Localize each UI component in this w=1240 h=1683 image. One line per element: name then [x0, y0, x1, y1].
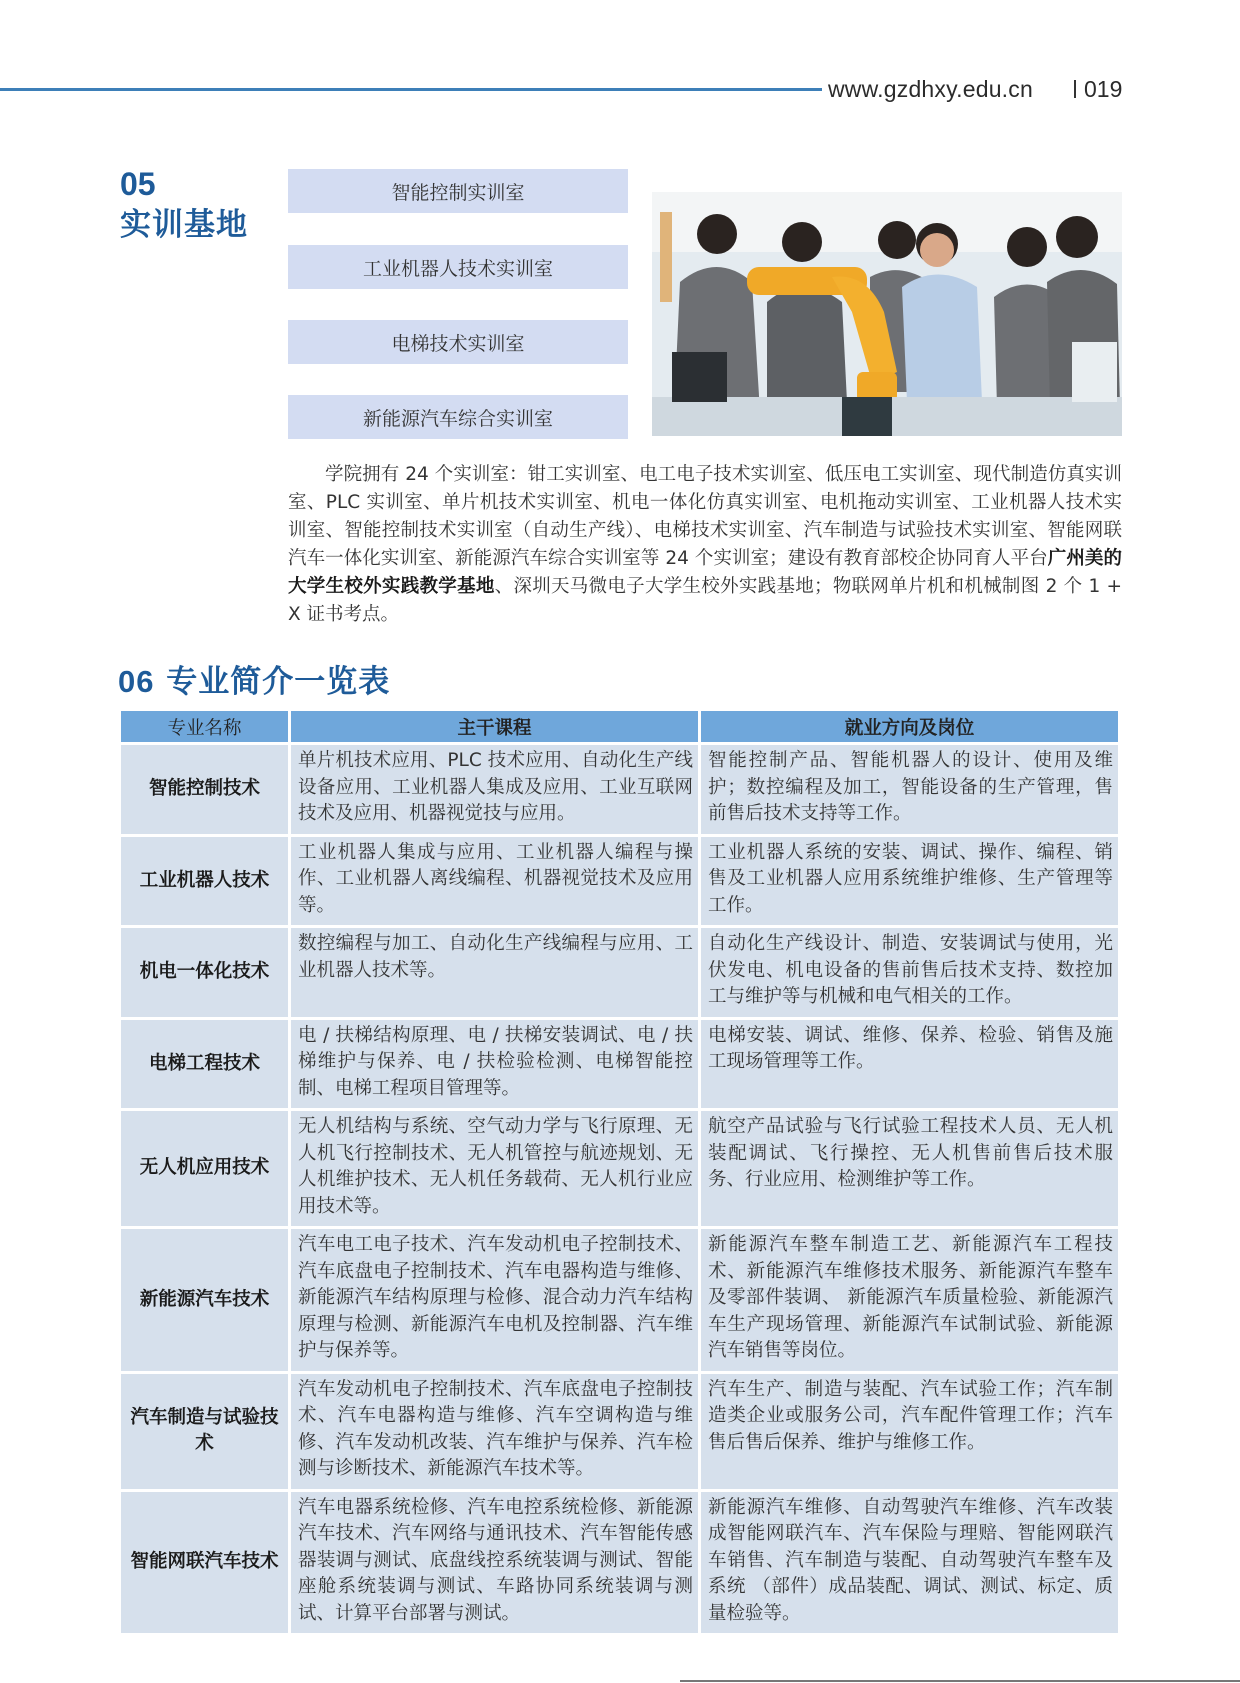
- major-name: 新能源汽车技术: [120, 1228, 290, 1373]
- section-06-title: 06 专业简介一览表: [118, 664, 391, 700]
- major-name: 智能控制技术: [120, 744, 290, 836]
- table-row: [120, 744, 1120, 836]
- website-url: www.gzdhxy.edu.cn: [828, 76, 1033, 102]
- table-row: [120, 835, 1120, 927]
- table-row: [120, 1228, 1120, 1373]
- major-courses: 汽车发动机电子控制技术、汽车底盘电子控制技术、汽车电器构造与维修、汽车空调构造与维修、汽车发动机改装、汽车维护与保养、汽车检测与诊断技术、新能源汽车技术等。: [290, 1372, 700, 1490]
- major-careers: 工业机器人系统的安装、调试、操作、编程、销售及工业机器人应用系统维护维修、生产管理等工作。: [700, 835, 1120, 927]
- footer-rule: [680, 1680, 1240, 1682]
- major-name: 无人机应用技术: [120, 1110, 290, 1228]
- table-row: [120, 1490, 1120, 1635]
- major-name: 工业机器人技术: [120, 835, 290, 927]
- major-careers: 新能源汽车维修、自动驾驶汽车维修、汽车改装成智能网联汽车、汽车保险与理赔、智能网联汽车销售、汽车制造与装配、自动驾驶汽车整车及系统 （部件）成品装配、调试、测试、标定、质量检验等。: [700, 1490, 1120, 1635]
- major-name: 机电一体化技术: [120, 927, 290, 1019]
- lab-label: 智能控制实训室: [288, 169, 628, 213]
- column-header-major: 专业名称: [120, 710, 290, 744]
- robot-lab-photo: [652, 192, 1122, 436]
- table-row: [120, 927, 1120, 1019]
- lab-label: 工业机器人技术实训室: [288, 245, 628, 289]
- major-careers: 航空产品试验与飞行试验工程技术人员、无人机装配调试、飞行操控、无人机售前售后技术服务、行业应用、检测维护等工作。: [700, 1110, 1120, 1228]
- header-separator: [1074, 80, 1076, 98]
- table-row: [120, 1018, 1120, 1110]
- major-name: 智能网联汽车技术: [120, 1490, 290, 1635]
- major-courses: 单片机技术应用、PLC 技术应用、自动化生产线设备应用、工业机器人集成及应用、工业互联网技术及应用、机器视觉技与应用。: [290, 744, 700, 836]
- section-05-title: 实训基地: [120, 207, 248, 243]
- photo-illustration: [652, 192, 1122, 436]
- column-header-courses: 主干课程: [290, 710, 700, 744]
- major-courses: 汽车电工电子技术、汽车发动机电子控制技术、汽车底盘电子控制技术、汽车电器构造与维修、新能源汽车结构原理与检修、混合动力汽车结构原理与检测、新能源汽车电机及控制器、汽车维护与保养等。: [290, 1228, 700, 1373]
- major-courses: 数控编程与加工、自动化生产线编程与应用、工业机器人技术等。: [290, 927, 700, 1019]
- major-courses: 电 / 扶梯结构原理、电 / 扶梯安装调试、电 / 扶梯维护与保养、电 / 扶检验检测、电梯智能控制、电梯工程项目管理等。: [290, 1018, 700, 1110]
- table-header-row: [120, 710, 1120, 744]
- table-row: [120, 1110, 1120, 1228]
- major-courses: 无人机结构与系统、空气动力学与飞行原理、无人机飞行控制技术、无人机管控与航迹规划、无人机维护技术、无人机任务载荷、无人机行业应用技术等。: [290, 1110, 700, 1228]
- major-careers: 电梯安装、调试、维修、保养、检验、销售及施工现场管理等工作。: [700, 1018, 1120, 1110]
- lab-label: 电梯技术实训室: [288, 320, 628, 364]
- lab-label: 新能源汽车综合实训室: [288, 395, 628, 439]
- major-careers: 汽车生产、制造与装配、汽车试验工作；汽车制造类企业或服务公司，汽车配件管理工作；汽车售后售后保养、维护与维修工作。: [700, 1372, 1120, 1490]
- major-name: 电梯工程技术: [120, 1018, 290, 1110]
- highlighted-base-name: 广州美的大学生校外实践教学基地: [288, 548, 1122, 597]
- major-courses: 工业机器人集成与应用、工业机器人编程与操作、工业机器人离线编程、机器视觉技术及应用等。: [290, 835, 700, 927]
- major-careers: 自动化生产线设计、制造、安装调试与使用，光伏发电、机电设备的售前售后技术支持、数控加工与维护等与机械和电气相关的工作。: [700, 927, 1120, 1019]
- major-name: 汽车制造与试验技术: [120, 1372, 290, 1490]
- major-courses: 汽车电器系统检修、汽车电控系统检修、新能源汽车技术、汽车网络与通讯技术、汽车智能传感器装调与测试、底盘线控系统装调与测试、智能座舱系统装调与测试、车路协同系统装调与测试、计算平台部署与测试。: [290, 1490, 700, 1635]
- page-number: 019: [1084, 76, 1123, 102]
- column-header-careers: 就业方向及岗位: [700, 710, 1120, 744]
- major-careers: 新能源汽车整车制造工艺、新能源汽车工程技术、新能源汽车维修技术服务、新能源汽车整车及零部件装调、 新能源汽车质量检验、新能源汽车生产现场管理、新能源汽车试制试验、新能源汽车销售等岗位。: [700, 1228, 1120, 1373]
- table-row: [120, 1372, 1120, 1490]
- section-05-number: 05: [120, 166, 156, 202]
- major-overview-table: [118, 708, 1121, 1636]
- header-rule: [0, 88, 822, 91]
- training-base-intro: [288, 461, 1122, 629]
- major-careers: 智能控制产品、智能机器人的设计、使用及维护；数控编程及加工，智能设备的生产管理，售前售后技术支持等工作。: [700, 744, 1120, 836]
- intro-paragraph: 学院拥有 24 个实训室：钳工实训室、电工电子技术实训室、低压电工实训室、现代制造仿真实训室、PLC 实训室、单片机技术实训室、机电一体化仿真实训室、电机拖动实训室、工业机器人技术实训室、智能控制技术实训室（自动生产线）、电梯技术实训室、汽车制造与试验技术实训室、智能网联汽车一体化实训室、新能源汽车综合实训室等 24 个实训室；建设有教育部校企协同育人平台广州美的大学生校外实践教学基地、深圳天马微电子大学生校外实践基地；物联网单片机和机械制图 2 个 1 + X 证书考点。: [288, 464, 1122, 625]
